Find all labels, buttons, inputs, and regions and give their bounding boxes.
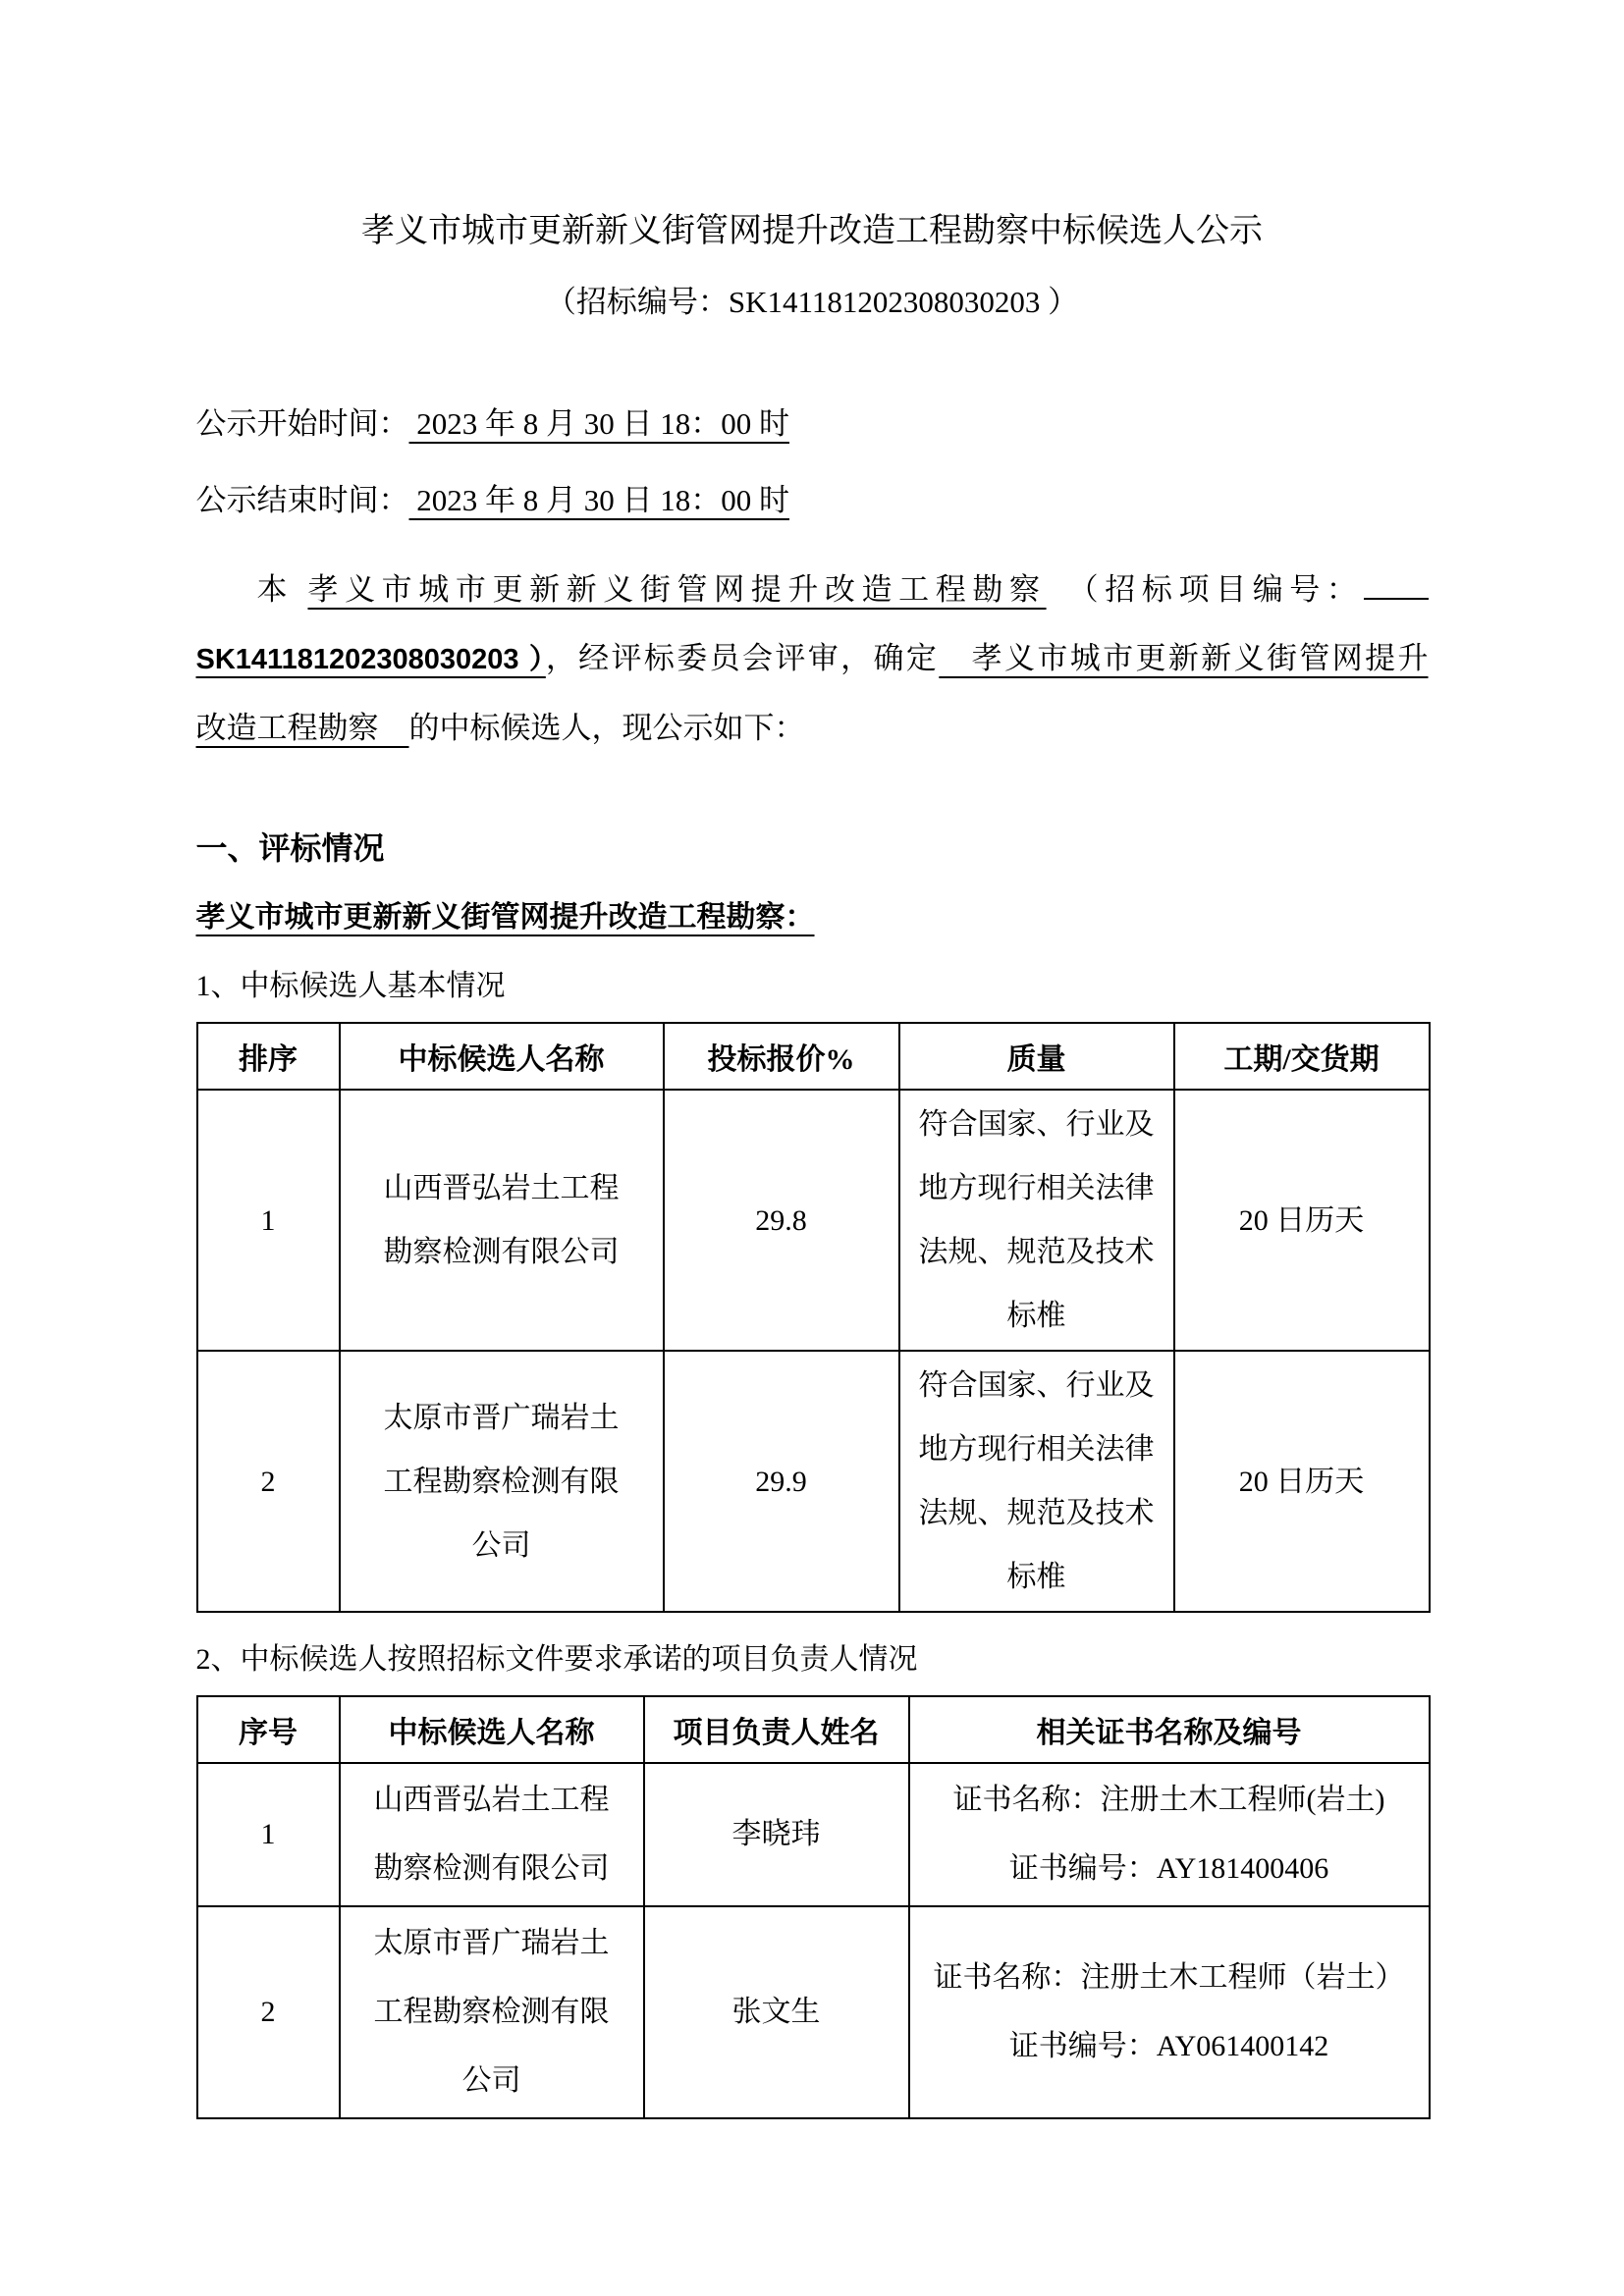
certificate-number: 证书编号：AY061400142	[1008, 2030, 1329, 2062]
publicity-start-line	[196, 402, 1429, 446]
candidate-cell	[340, 1351, 664, 1612]
table-row	[197, 1090, 1430, 1351]
col-header-bid-price: 投标报价%	[664, 1023, 899, 1090]
paragraph-middle: ，经评标委员会评审，确定	[545, 641, 940, 675]
project-name-underlined: 孝义市城市更新新义街管网提升改造工程勘察	[307, 572, 1047, 607]
col-header-candidate: 中标候选人名称	[340, 1696, 644, 1763]
candidate-name: 太原市晋广瑞岩土工程勘察检测有限公司	[373, 1927, 610, 2097]
publicity-end-value: 2023 年 8 月 30 日 18：00 时	[408, 483, 789, 517]
period-cell: 20 日历天	[1174, 1090, 1430, 1351]
col-header-certificate: 相关证书名称及编号	[909, 1696, 1430, 1763]
manager-cell: 张文生	[644, 1906, 909, 2118]
certificate-name: 证书名称：注册土木工程师(岩土)	[952, 1784, 1385, 1816]
candidate-name: 山西晋弘岩土工程勘察检测有限公司	[373, 1784, 610, 1885]
certificate-cell	[909, 1906, 1430, 2118]
table-header-row	[197, 1023, 1430, 1090]
table-header-row	[197, 1696, 1430, 1763]
paragraph-suffix: 的中标候选人，现公示如下：	[408, 711, 805, 745]
paragraph-prefix: 本	[256, 572, 308, 607]
publicity-start-value: 2023 年 8 月 30 日 18：00 时	[408, 406, 789, 441]
candidate-cell	[340, 1763, 644, 1906]
certificate-name: 证书名称：注册土木工程师（岩土）	[933, 1961, 1405, 1994]
publicity-end-line	[196, 479, 1429, 522]
table-row	[197, 1763, 1430, 1906]
section-heading-evaluation: 一、评标情况	[195, 830, 385, 866]
paragraph-line-2	[196, 624, 1429, 694]
candidate-name: 太原市晋广瑞岩土工程勘察检测有限公司	[383, 1401, 620, 1562]
rank-cell: 2	[197, 1351, 340, 1612]
project-underline-line	[196, 896, 1429, 939]
announcement-paragraph	[196, 556, 1429, 763]
document-content	[196, 0, 1429, 2119]
bid-price-cell: 29.9	[664, 1351, 899, 1612]
candidate-cell	[340, 1906, 644, 2118]
quality-cell	[899, 1090, 1174, 1351]
project-code-underlined: SK141181202308030203 ）	[195, 644, 546, 675]
project-code-label: （招标项目编号：	[1046, 572, 1364, 607]
no-cell: 1	[197, 1763, 340, 1906]
quality-cell	[899, 1351, 1174, 1612]
col-header-quality: 质量	[899, 1023, 1174, 1090]
quality-text: 符合国家、行业及地方现行相关法律法规、规范及技术标椎	[918, 1108, 1155, 1332]
rank-cell: 1	[197, 1090, 340, 1351]
candidate-name: 山西晋弘岩土工程勘察检测有限公司	[383, 1172, 620, 1268]
paragraph-line-3	[196, 694, 1429, 763]
col-header-rank: 排序	[197, 1023, 340, 1090]
col-header-no: 序号	[197, 1696, 340, 1763]
page-title: 孝义市城市更新新义街管网提升改造工程勘察中标候选人公示	[361, 213, 1263, 249]
publicity-start-label: 公示开始时间：	[195, 406, 409, 441]
subsection-1-label: 1、中标候选人基本情况	[195, 970, 506, 1002]
candidates-basic-table	[196, 1022, 1431, 1613]
period-cell: 20 日历天	[1174, 1351, 1430, 1612]
blank-underline	[1364, 568, 1429, 600]
tender-number-line: （招标编号：SK141181202308030203 ）	[545, 285, 1079, 319]
paragraph-line-1	[196, 556, 1429, 624]
bid-price-cell: 29.8	[664, 1090, 899, 1351]
table-row	[197, 1906, 1430, 2118]
certificate-cell	[909, 1763, 1430, 1906]
table-row	[197, 1351, 1430, 1612]
project-underline-text: 孝义市城市更新新义街管网提升改造工程勘察：	[195, 901, 815, 934]
manager-cell: 李晓玮	[644, 1763, 909, 1906]
candidate-cell	[340, 1090, 664, 1351]
col-header-period: 工期/交货期	[1174, 1023, 1430, 1090]
project-managers-table	[196, 1695, 1431, 2119]
publicity-end-label: 公示结束时间：	[195, 483, 409, 517]
quality-text: 符合国家、行业及地方现行相关法律法规、规范及技术标椎	[918, 1369, 1155, 1593]
col-header-manager: 项目负责人姓名	[644, 1696, 909, 1763]
col-header-candidate: 中标候选人名称	[340, 1023, 664, 1090]
project-name-underlined-3: 改造工程勘察	[195, 711, 409, 745]
no-cell: 2	[197, 1906, 340, 2118]
certificate-number: 证书编号：AY181400406	[1008, 1852, 1329, 1885]
publicity-times	[196, 402, 1429, 522]
subsection-2-label: 2、中标候选人按照招标文件要求承诺的项目负责人情况	[195, 1643, 918, 1676]
project-name-underlined-2: 孝义市城市更新新义街管网提升	[939, 641, 1429, 675]
